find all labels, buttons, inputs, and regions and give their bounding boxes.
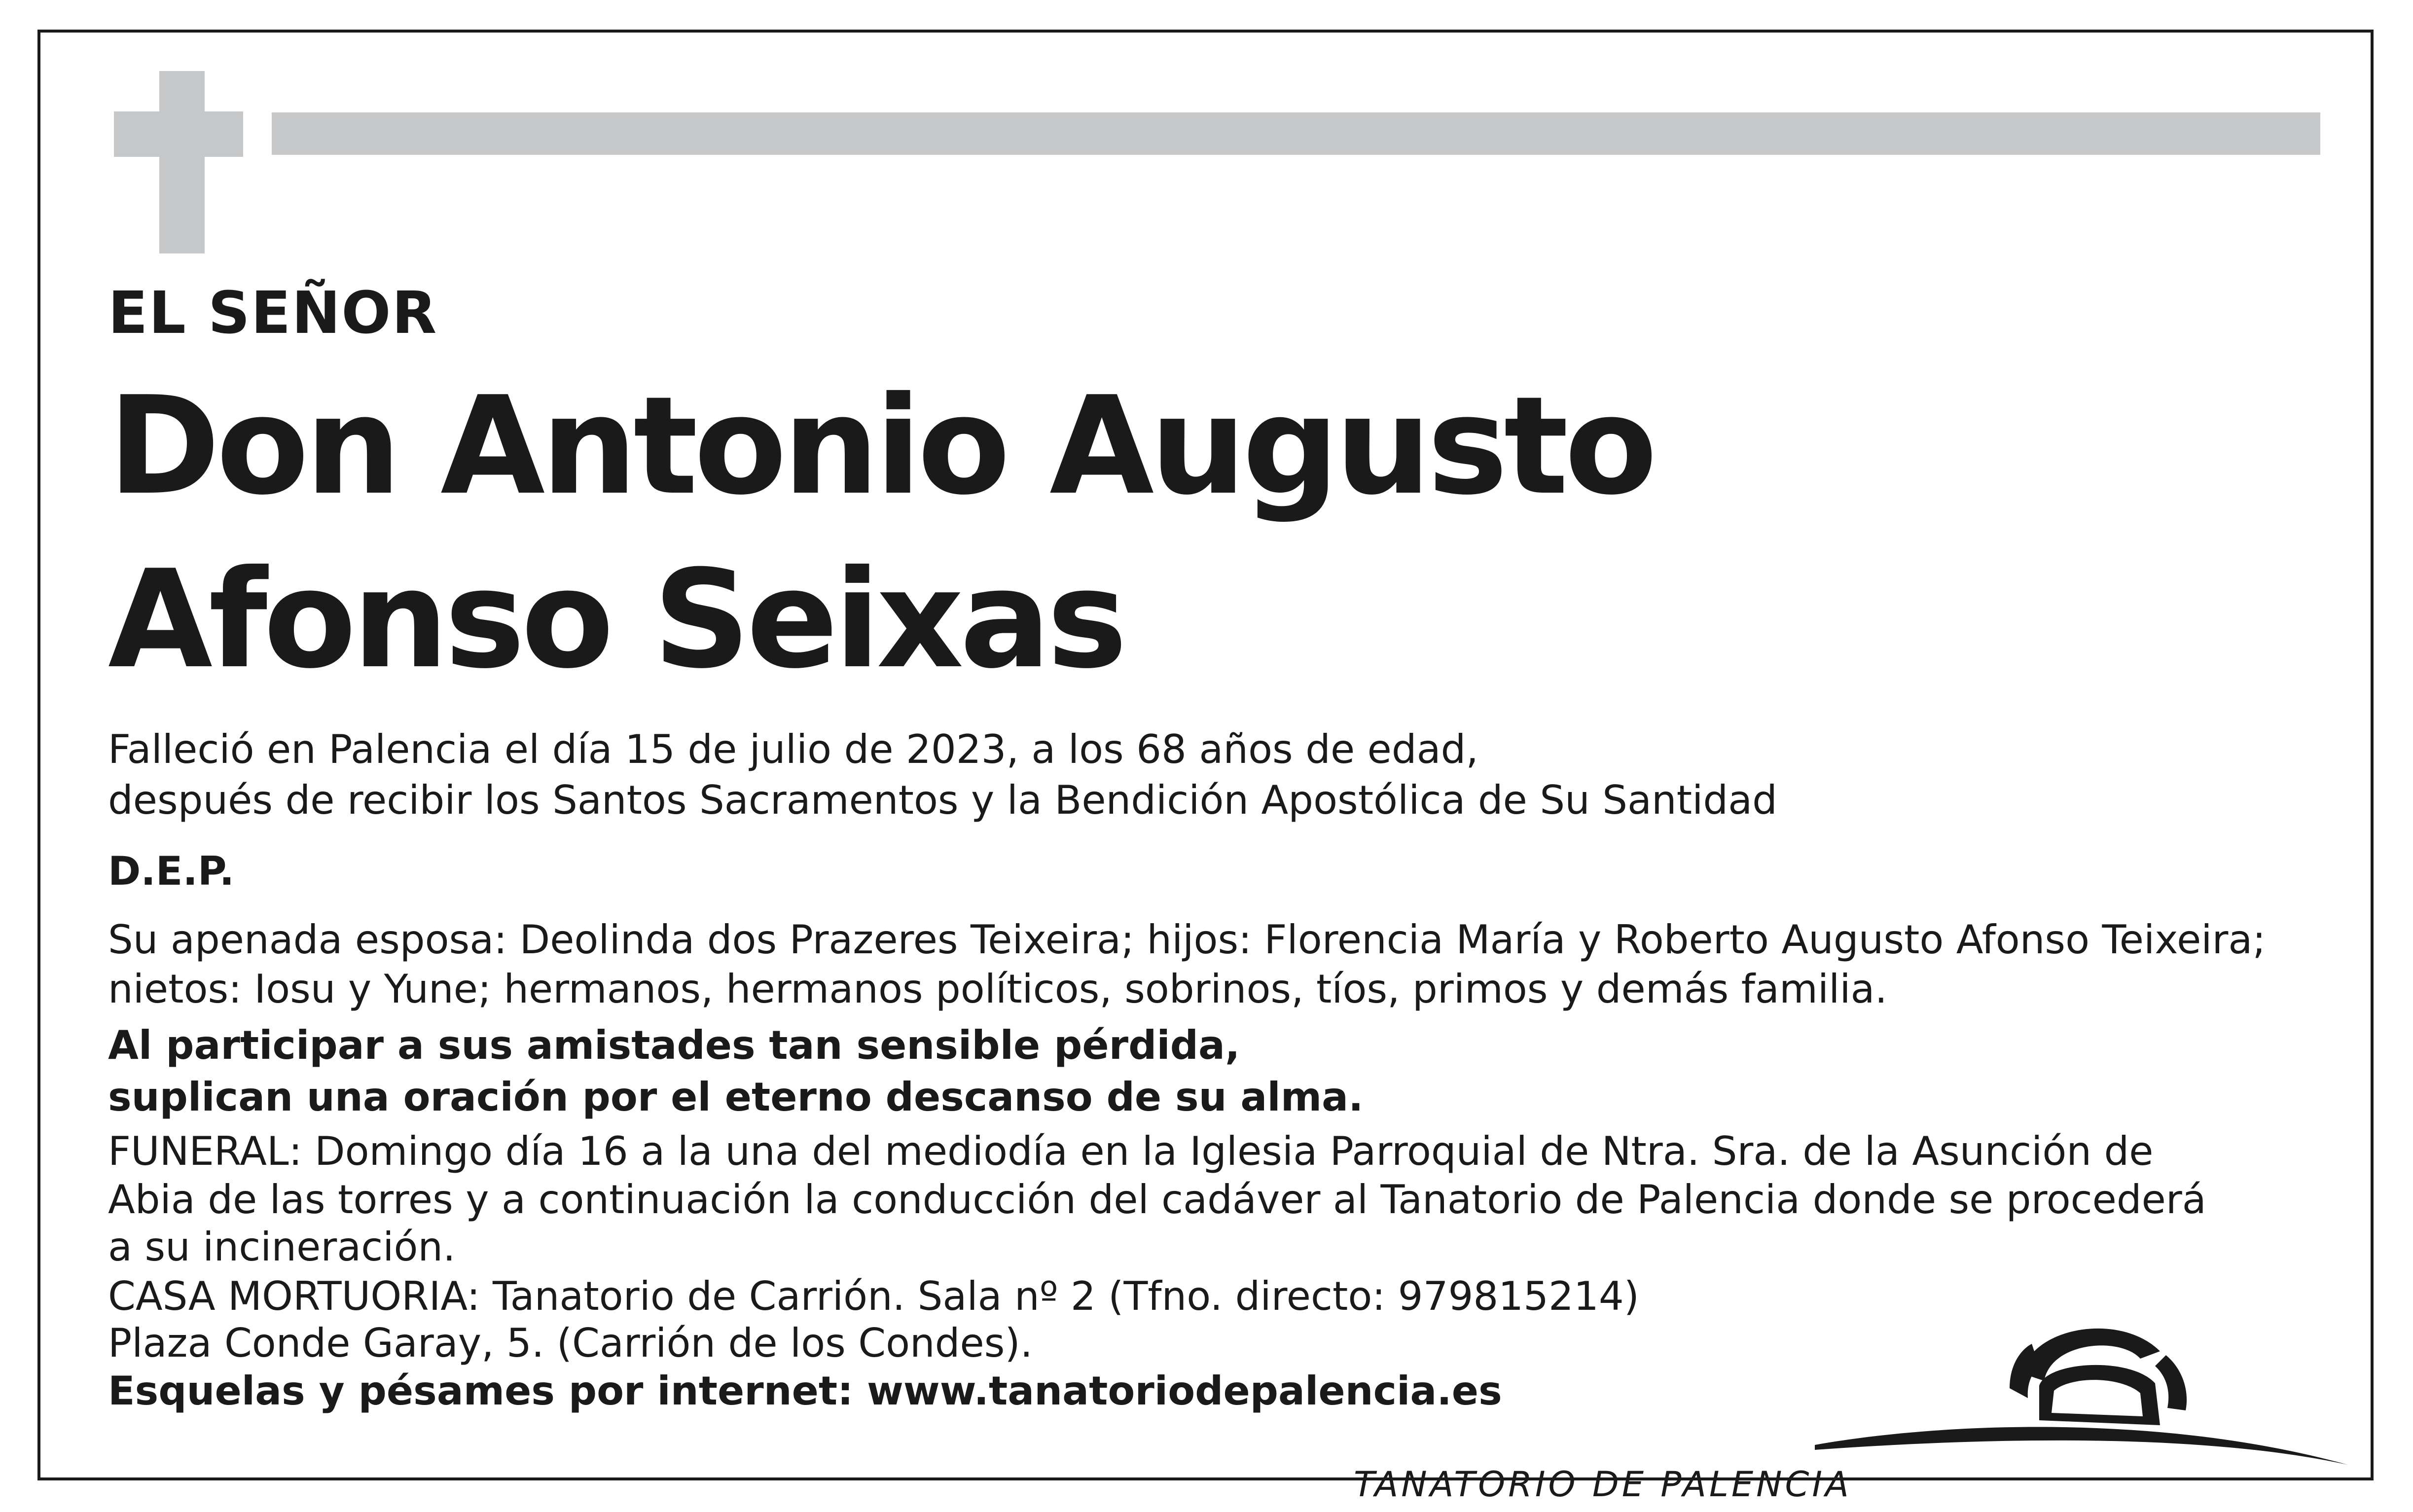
- rip-label: D.E.P.: [108, 848, 235, 894]
- funeral-line-3: a su incineración.: [108, 1224, 456, 1270]
- mortuary-line-2: Plaza Conde Garay, 5. (Carrión de los Condes).: [108, 1320, 1033, 1366]
- internet-condolences-link[interactable]: Esquelas y pésames por internet: www.tanatoriodepalencia.es: [108, 1368, 1502, 1414]
- tanatorio-logo-text: TANATORIO DE PALENCIA: [1354, 1464, 1852, 1505]
- prayer-request-line-2: suplican una oración por el eterno descanso de su alma.: [108, 1074, 1364, 1120]
- deceased-name-line-2: Afonso Seixas: [108, 541, 1124, 698]
- header-rule: [272, 112, 2320, 155]
- family-line-1: Su apenada esposa: Deolinda dos Prazeres Teixeira; hijos: Florencia María y Roberto Augusto Afonso Teixeira;: [108, 917, 2266, 963]
- prayer-request-line-1: Al participar a sus amistades tan sensible pérdida,: [108, 1022, 1240, 1068]
- tanatorio-dome-logo-icon: [1815, 1307, 2347, 1479]
- death-details-line-2: después de recibir los Santos Sacramentos y la Bendición Apostólica de Su Santidad: [108, 777, 1777, 823]
- family-line-2: nietos: Iosu y Yune; hermanos, hermanos políticos, sobrinos, tíos, primos y demás familia.: [108, 966, 1888, 1012]
- mortuary-line-1: CASA MORTUORIA: Tanatorio de Carrión. Sala nº 2 (Tfno. directo: 979815214): [108, 1273, 1639, 1319]
- deceased-name-line-1: Don Antonio Augusto: [108, 367, 1654, 525]
- honorific: EL SEÑOR: [108, 279, 438, 347]
- funeral-line-2: Abia de las torres y a continuación la conducción del cadáver al Tanatorio de Palencia donde se procederá: [108, 1177, 2206, 1223]
- funeral-line-1: FUNERAL: Domingo día 16 a la una del mediodía en la Iglesia Parroquial de Ntra. Sra. de la Asunción de: [108, 1128, 2154, 1174]
- cross-icon-arm: [114, 111, 243, 157]
- death-details-line-1: Falleció en Palencia el día 15 de julio de 2023, a los 68 años de edad,: [108, 726, 1478, 772]
- cross-icon: [159, 71, 205, 253]
